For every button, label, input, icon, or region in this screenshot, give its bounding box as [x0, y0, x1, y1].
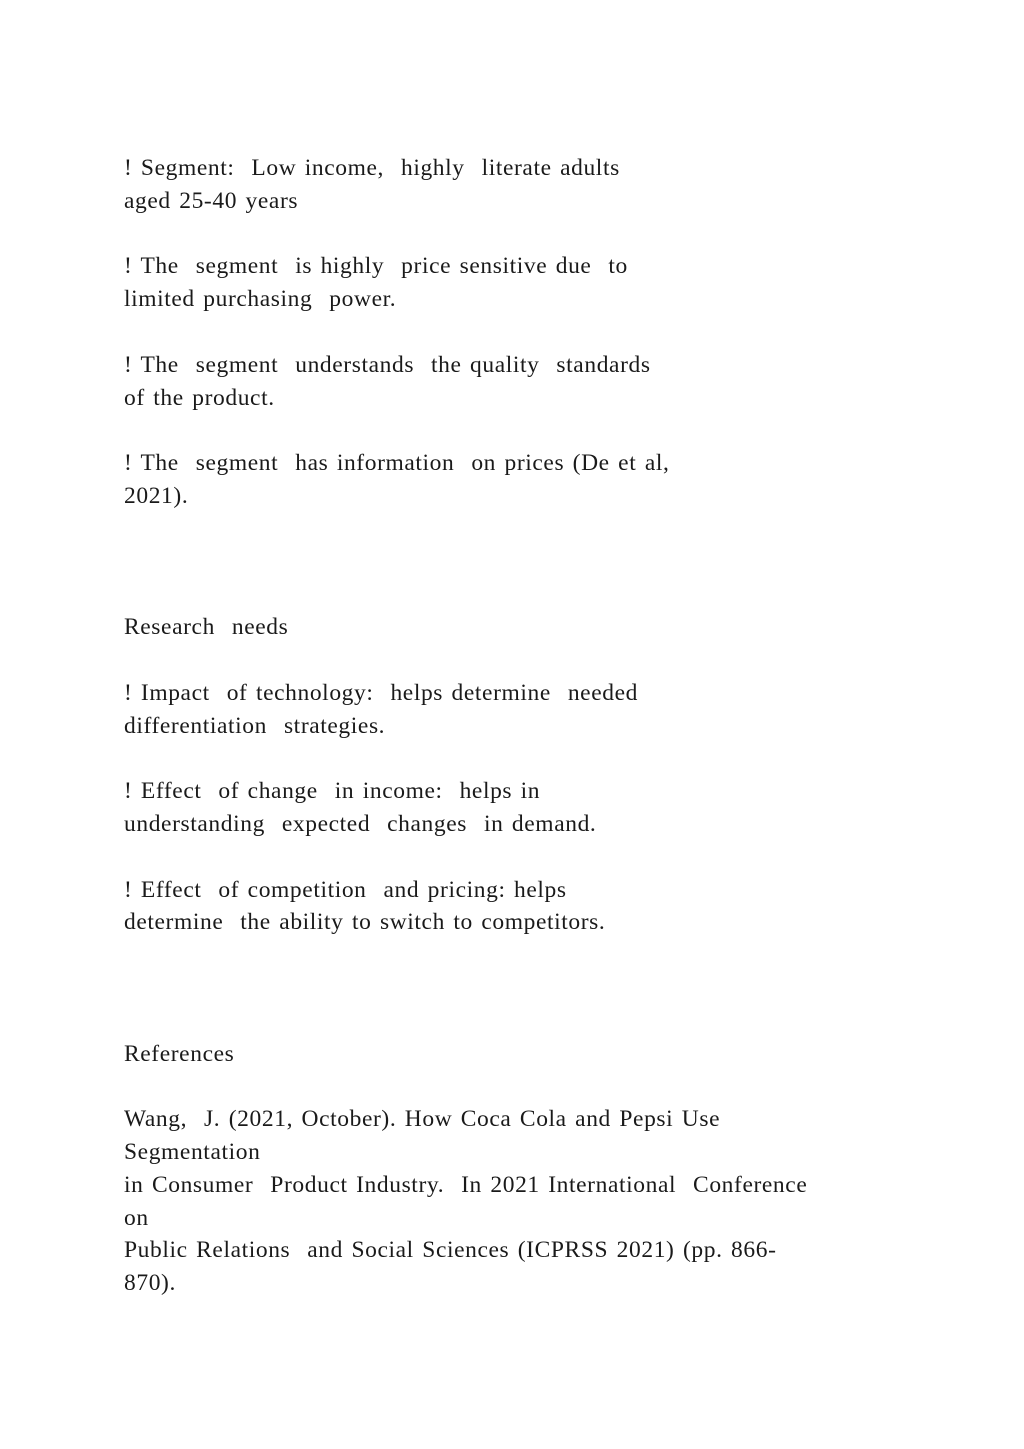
- text-line: 870).: [124, 1270, 176, 1297]
- text-line: on: [124, 1204, 149, 1231]
- text-line: ! The segment understands the quality standards: [124, 351, 651, 378]
- text-line: 2021).: [124, 482, 189, 509]
- text-line: differentiation strategies.: [124, 712, 386, 739]
- document-page: [124, 152, 924, 1300]
- text-line: Segmentation: [124, 1138, 261, 1165]
- references-section: [124, 1038, 924, 1300]
- segment-section: [124, 152, 924, 513]
- text-line: aged 25-40 years: [124, 187, 299, 214]
- text-line: limited purchasing power.: [124, 286, 397, 313]
- text-line: ! Effect of competition and pricing: helps: [124, 876, 567, 903]
- bullet-paragraph: [124, 447, 924, 513]
- text-line: ! Segment: Low income, highly literate adults: [124, 155, 620, 181]
- text-line: of the product.: [124, 384, 275, 411]
- text-line: determine the ability to switch to competitors.: [124, 909, 606, 936]
- section-heading: References: [124, 1040, 235, 1067]
- text-line: ! Effect of change in income: helps in: [124, 778, 541, 805]
- research-section: [124, 611, 924, 939]
- bullet-paragraph: [124, 152, 924, 218]
- text-line: Public Relations and Social Sciences (ICPRSS 2021) (pp. 866-: [124, 1237, 777, 1264]
- text-line: understanding expected changes in demand.: [124, 810, 597, 837]
- bullet-paragraph: [124, 874, 924, 940]
- text-line: ! The segment is highly price sensitive due to: [124, 253, 628, 280]
- text-line: ! Impact of technology: helps determine needed: [124, 679, 638, 706]
- section-heading: Research needs: [124, 614, 289, 641]
- text-line: ! The segment has information on prices (De et al,: [124, 450, 670, 477]
- bullet-paragraph: [124, 775, 924, 841]
- text-line: Wang, J. (2021, October). How Coca Cola and Pepsi Use: [124, 1106, 721, 1133]
- bullet-paragraph: [124, 677, 924, 743]
- text-line: in Consumer Product Industry. In 2021 International Conference: [124, 1171, 808, 1198]
- bullet-paragraph: [124, 349, 924, 415]
- bullet-paragraph: [124, 250, 924, 316]
- reference-entry: [124, 1103, 924, 1300]
